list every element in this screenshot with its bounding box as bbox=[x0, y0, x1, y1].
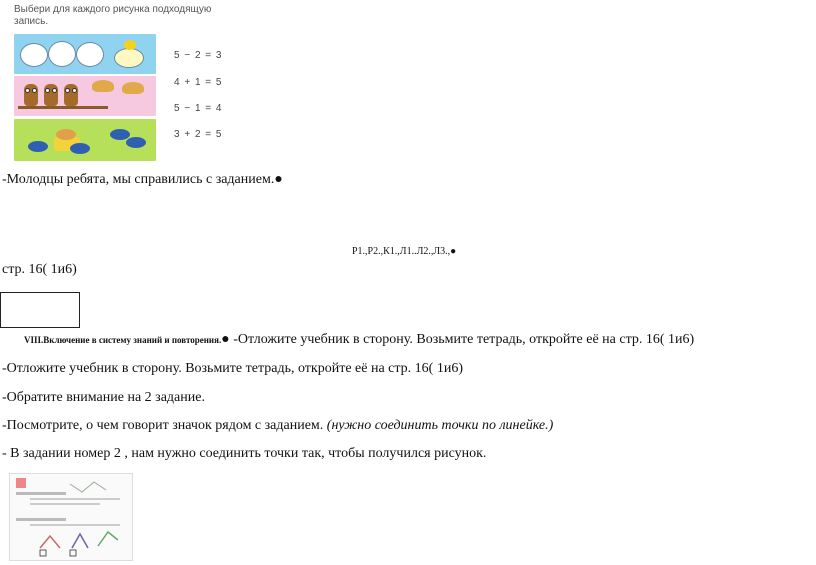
bullet: ● bbox=[221, 332, 230, 347]
textbook-page-image bbox=[9, 473, 133, 561]
section-line bbox=[24, 332, 694, 348]
equation-1: 5 − 2 = 3 bbox=[174, 50, 223, 61]
bullet: ● bbox=[450, 246, 457, 257]
instruction-line-c bbox=[2, 418, 553, 434]
empty-frame bbox=[0, 292, 80, 328]
page-ref: стр. 16( 1и6) bbox=[2, 262, 77, 277]
line-c-main: -Посмотрите, о чем говорит значок рядом с заданием. bbox=[2, 418, 327, 433]
mice-picture bbox=[14, 119, 156, 161]
praise-line bbox=[2, 172, 283, 188]
bullet: ● bbox=[274, 172, 283, 187]
line-c-italic: (нужно соединить точки по линейке.) bbox=[326, 418, 554, 433]
task-title: Выбери для каждого рисунка подходящую запись. bbox=[14, 4, 212, 27]
equation-3: 5 − 1 = 4 bbox=[174, 103, 223, 114]
praise-text: -Молодцы ребята, мы справились с заданием. bbox=[2, 172, 275, 187]
codes-text: Р1.,Р2.,К1.,Л1..Л2.,Л3., bbox=[352, 246, 451, 257]
owls-picture bbox=[14, 76, 156, 116]
instruction-line-b: -Обратите внимание на 2 задание. bbox=[2, 390, 205, 405]
competency-codes bbox=[352, 246, 456, 257]
equation-4: 3 + 2 = 5 bbox=[174, 129, 223, 140]
eggs-picture bbox=[14, 34, 156, 74]
section-rest: -Отложите учебник в сторону. Возьмите тетрадь, откройте её на стр. 16( 1и6) bbox=[229, 332, 695, 347]
equation-2: 4 + 1 = 5 bbox=[174, 77, 223, 88]
instruction-line-a: -Отложите учебник в сторону. Возьмите тетрадь, откройте её на стр. 16( 1и6) bbox=[2, 361, 463, 376]
instruction-line-d: - В задании номер 2 , нам нужно соединить точки так, чтобы получился рисунок. bbox=[2, 446, 487, 461]
section-heading: VIII.Включение в систему знаний и повторения. bbox=[24, 335, 222, 345]
